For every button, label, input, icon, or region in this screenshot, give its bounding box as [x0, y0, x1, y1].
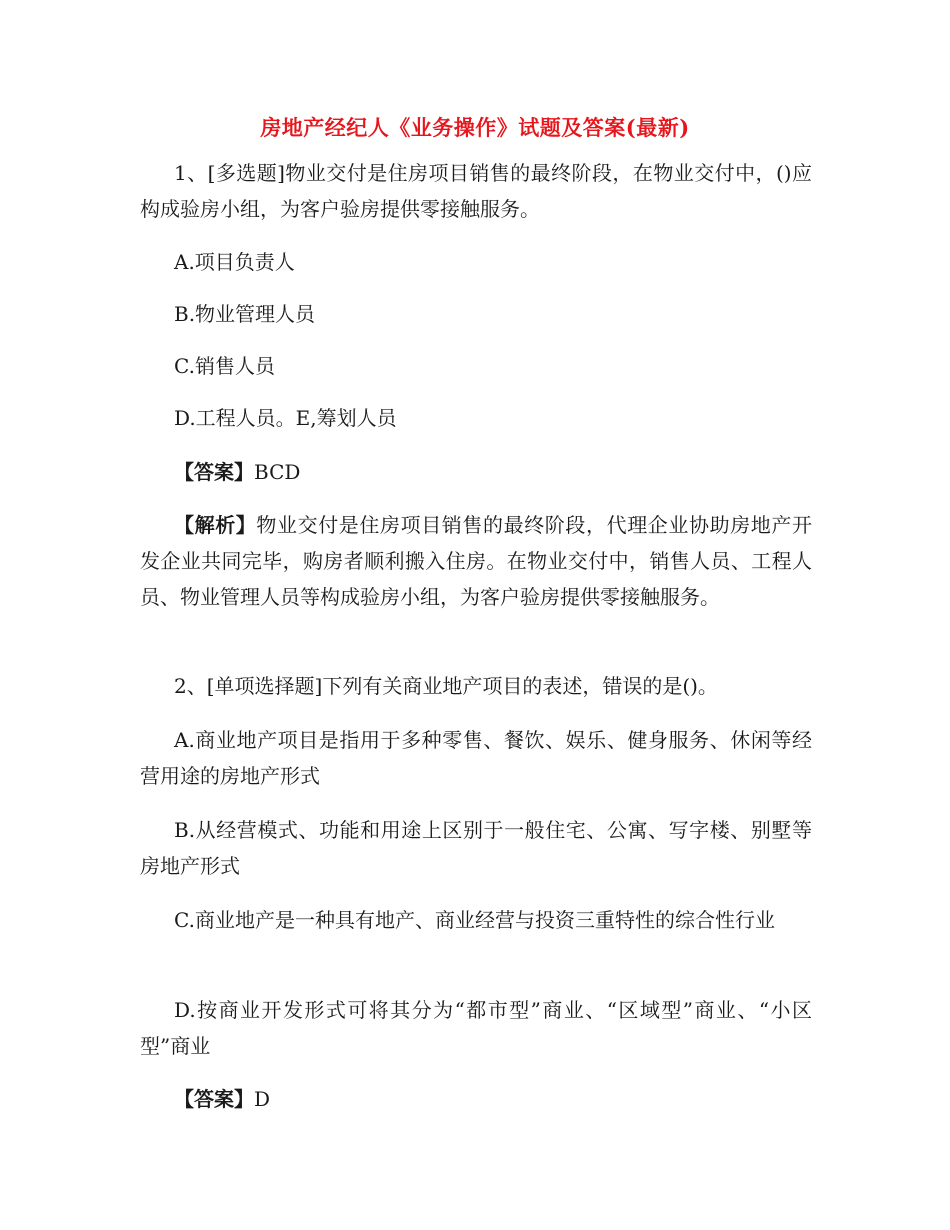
- q2-option-c: C.商业地产是一种具有地产、商业经营与投资三重特性的综合性行业: [174, 908, 775, 932]
- q2-stem: 2、[单项选择题]下列有关商业地产项目的表述，错误的是()。: [174, 674, 718, 698]
- q1-answer: [140, 454, 812, 490]
- q2-option-b: B.从经营模式、功能和用途上区别于一般住宅、公寓、写字楼、别墅等房地产形式: [140, 818, 812, 878]
- document-title: 房地产经纪人《业务操作》试题及答案(最新): [260, 115, 690, 140]
- q1-option-d: D.工程人员。E,筹划人员: [174, 406, 397, 430]
- q1-option-c: C.销售人员: [174, 354, 275, 378]
- q1-answer-label: 【答案】: [174, 460, 254, 484]
- q1-analysis: [140, 507, 812, 615]
- q1-analysis-label: 【解析】: [174, 513, 257, 537]
- q2-option-a: A.商业地产项目是指用于多种零售、餐饮、娱乐、健身服务、休闲等经营用途的房地产形式: [140, 728, 812, 788]
- q1-option-b: B.物业管理人员: [174, 302, 316, 326]
- q2-option-d: D.按商业开发形式可将其分为“都市型”商业、“区域型”商业、“小区型”商业: [140, 998, 812, 1058]
- q2-answer: [140, 1081, 812, 1117]
- q1-analysis-text: 物业交付是住房项目销售的最终阶段，代理企业协助房地产开发企业共同完毕，购房者顺利搬入住房。在物业交付中，销售人员、工程人员、物业管理人员等构成验房小组，为客户验房提供零接触服务。: [140, 513, 813, 609]
- q2-answer-label: 【答案】: [174, 1087, 254, 1111]
- q1-option-a: A.项目负责人: [174, 250, 295, 274]
- q1-answer-value: BCD: [254, 460, 301, 484]
- q2-answer-value: D: [254, 1087, 271, 1111]
- q1-stem: 1、[多选题]物业交付是住房项目销售的最终阶段，在物业交付中，()应构成验房小组，为客户验房提供零接触服务。: [140, 161, 812, 221]
